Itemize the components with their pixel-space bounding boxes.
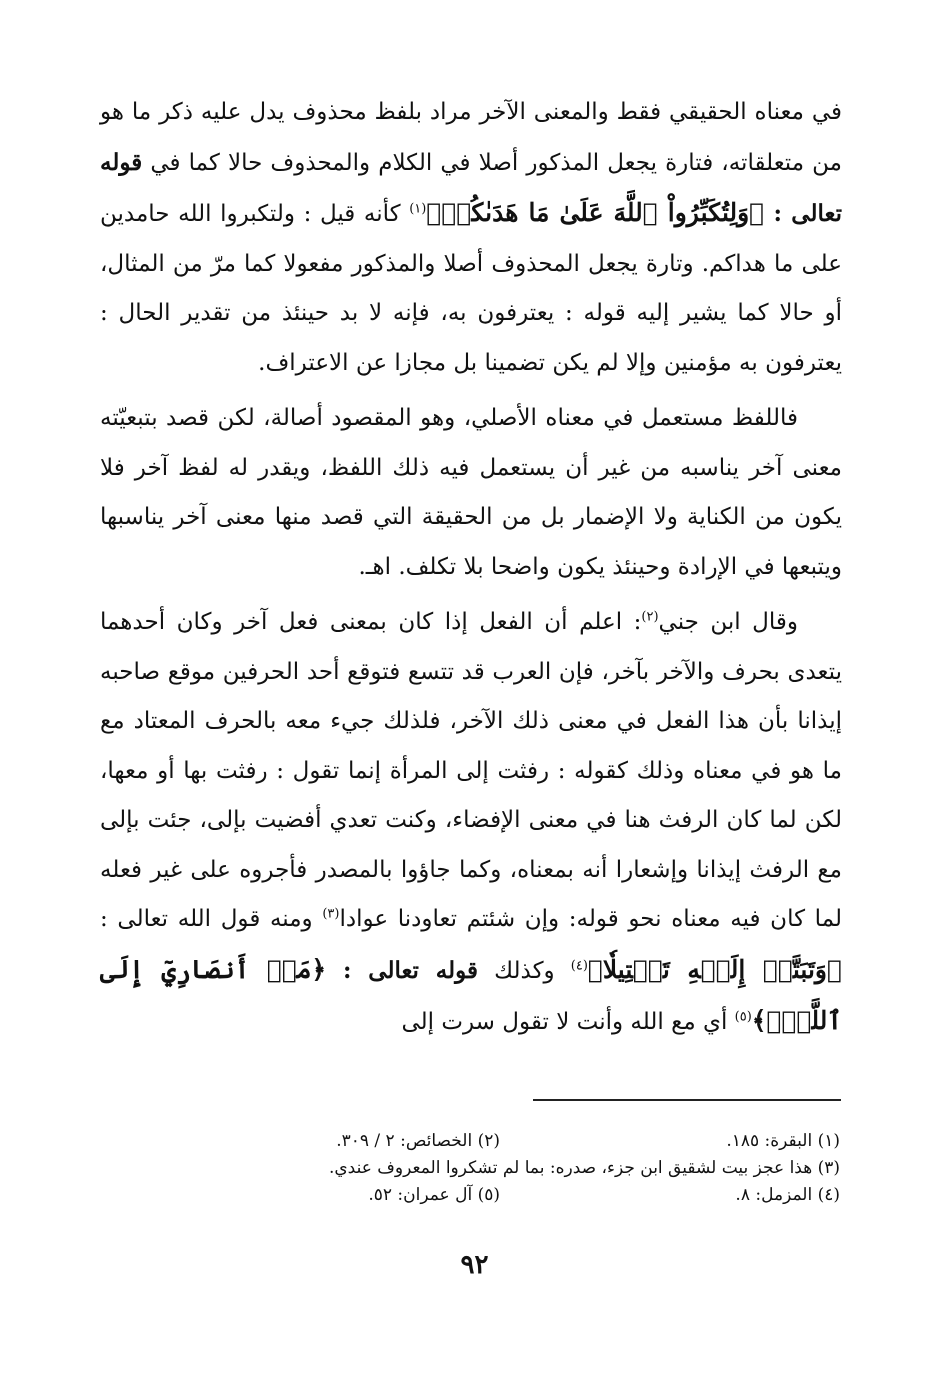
footnote-row	[160, 1155, 840, 1182]
quran-verse: ﴿وَتَبَتَّلۡ إِلَيۡهِ تَبۡتِيلٗا﴾	[587, 954, 842, 984]
footnote-row	[160, 1128, 840, 1155]
footnote-3: (٣) هذا عجز بيت لشقيق ابن جزء، صدره: بما لم تشكروا المعروف عندي.	[328, 1158, 840, 1178]
text-run: أي مع الله وأنت لا تقول سرت إلى	[401, 1009, 735, 1035]
footnote-4: (٤) المزمل: ٨.	[735, 1185, 840, 1205]
footnote-ref: (١)	[409, 201, 427, 217]
text-run: : اعلم أن الفعل إذا كان بمعنى فعل آخر وكان أحدهما يتعدى بحرف والآخر بآخر، فإن العرب قد تتسع فتوقع أحد الحرفين موقع صاحبه إيذانا بأن هذا الفعل في معنى ذلك الآخر، فلذلك جيء معه بالحرف المعتاد مع ما هو في معناه وذلك كقوله : رفثت إلى المرأة إنما تقول : رفثت بها أو معها، لكن لما كان الرفث هنا في معنى الإفضاء، وكنت تعدي أفضيت بإلى، جئت بإلى مع الرفث إيذانا وإشعارا أنه بمعناه، وكما جاؤوا بالمصدر فأجروه على غير فعله لما كان فيه معناه نحو قوله: وإن شئتم تعاودنا عوادا	[100, 609, 842, 932]
footnote-ref: (٥)	[734, 1009, 752, 1025]
footnotes	[160, 1128, 840, 1209]
main-text	[100, 88, 842, 1054]
footnote-ref: (٣)	[322, 906, 340, 922]
footnote-ref: (٤)	[570, 957, 588, 973]
text-run: كأنه قيل : ولتكبروا الله حامدين على ما هداكم. وتارة يجعل المحذوف أصلا والمذكور مفعولا كما مرّ من المثال، أو حالا كما يشير إليه قوله : يعترفون به، فإنه لا بد حينئذ من تقدير الحال : يعترفون به مؤمنين وإلا لم يكن تضمينا بل مجازا عن الاعتراف.	[100, 201, 842, 376]
page-number: ٩٢	[460, 1250, 489, 1280]
bold-text: قوله تعالى :	[100, 148, 842, 227]
text-run: ومنه قول الله تعالى :	[100, 906, 323, 932]
text-run: فاللفظ مستعمل في معناه الأصلي، وهو المقصود أصالة، لكن قصد بتبعيّته معنى آخر يناسبه من غير أن يستعمل فيه ذلك اللفظ، ويقدر له لفظ آخر فلا يكون من الكناية ولا الإضمار بل من الحقيقة التي قصد منها معنى آخر يناسبها ويتبعها في الإرادة وحينئذ يكون واضحا بلا تكلف. اهـ.	[100, 405, 842, 580]
footnote-1: (١) البقرة: ١٨٥.	[726, 1131, 840, 1151]
text-run: وقال ابن جني	[658, 609, 799, 635]
footnote-5: (٥) آل عمران: ٥٢.	[368, 1185, 500, 1205]
footnote-row	[160, 1182, 840, 1209]
paragraph	[100, 88, 842, 388]
footnote-ref: (٢)	[641, 609, 659, 625]
text-run: وكذلك	[477, 957, 571, 984]
paragraph	[100, 394, 842, 592]
quran-verse: ﴿وَلِتُكَبِّرُواْ ٱللَّهَ عَلَىٰ مَا هَدَىٰكُمۡ﴾	[426, 198, 765, 227]
text-run: في معناه الحقيقي فقط والمعنى الآخر مراد بلفظ محذوف يدل عليه ذكر ما هو من متعلقاته، فتارة يجعل المذكور أصلا في الكلام والمحذوف حالا كما في	[100, 99, 842, 176]
quran-verse: ﴿مَنۡ أَنصَارِيٓ إِلَى ٱللَّهِۖ﴾	[100, 954, 842, 1035]
footnote-2: (٢) الخصائص: ٢ / ٣٠٩.	[336, 1131, 500, 1151]
footnote-divider	[533, 1099, 841, 1101]
bold-text: قوله تعالى :	[326, 956, 478, 984]
paragraph	[100, 598, 842, 1048]
